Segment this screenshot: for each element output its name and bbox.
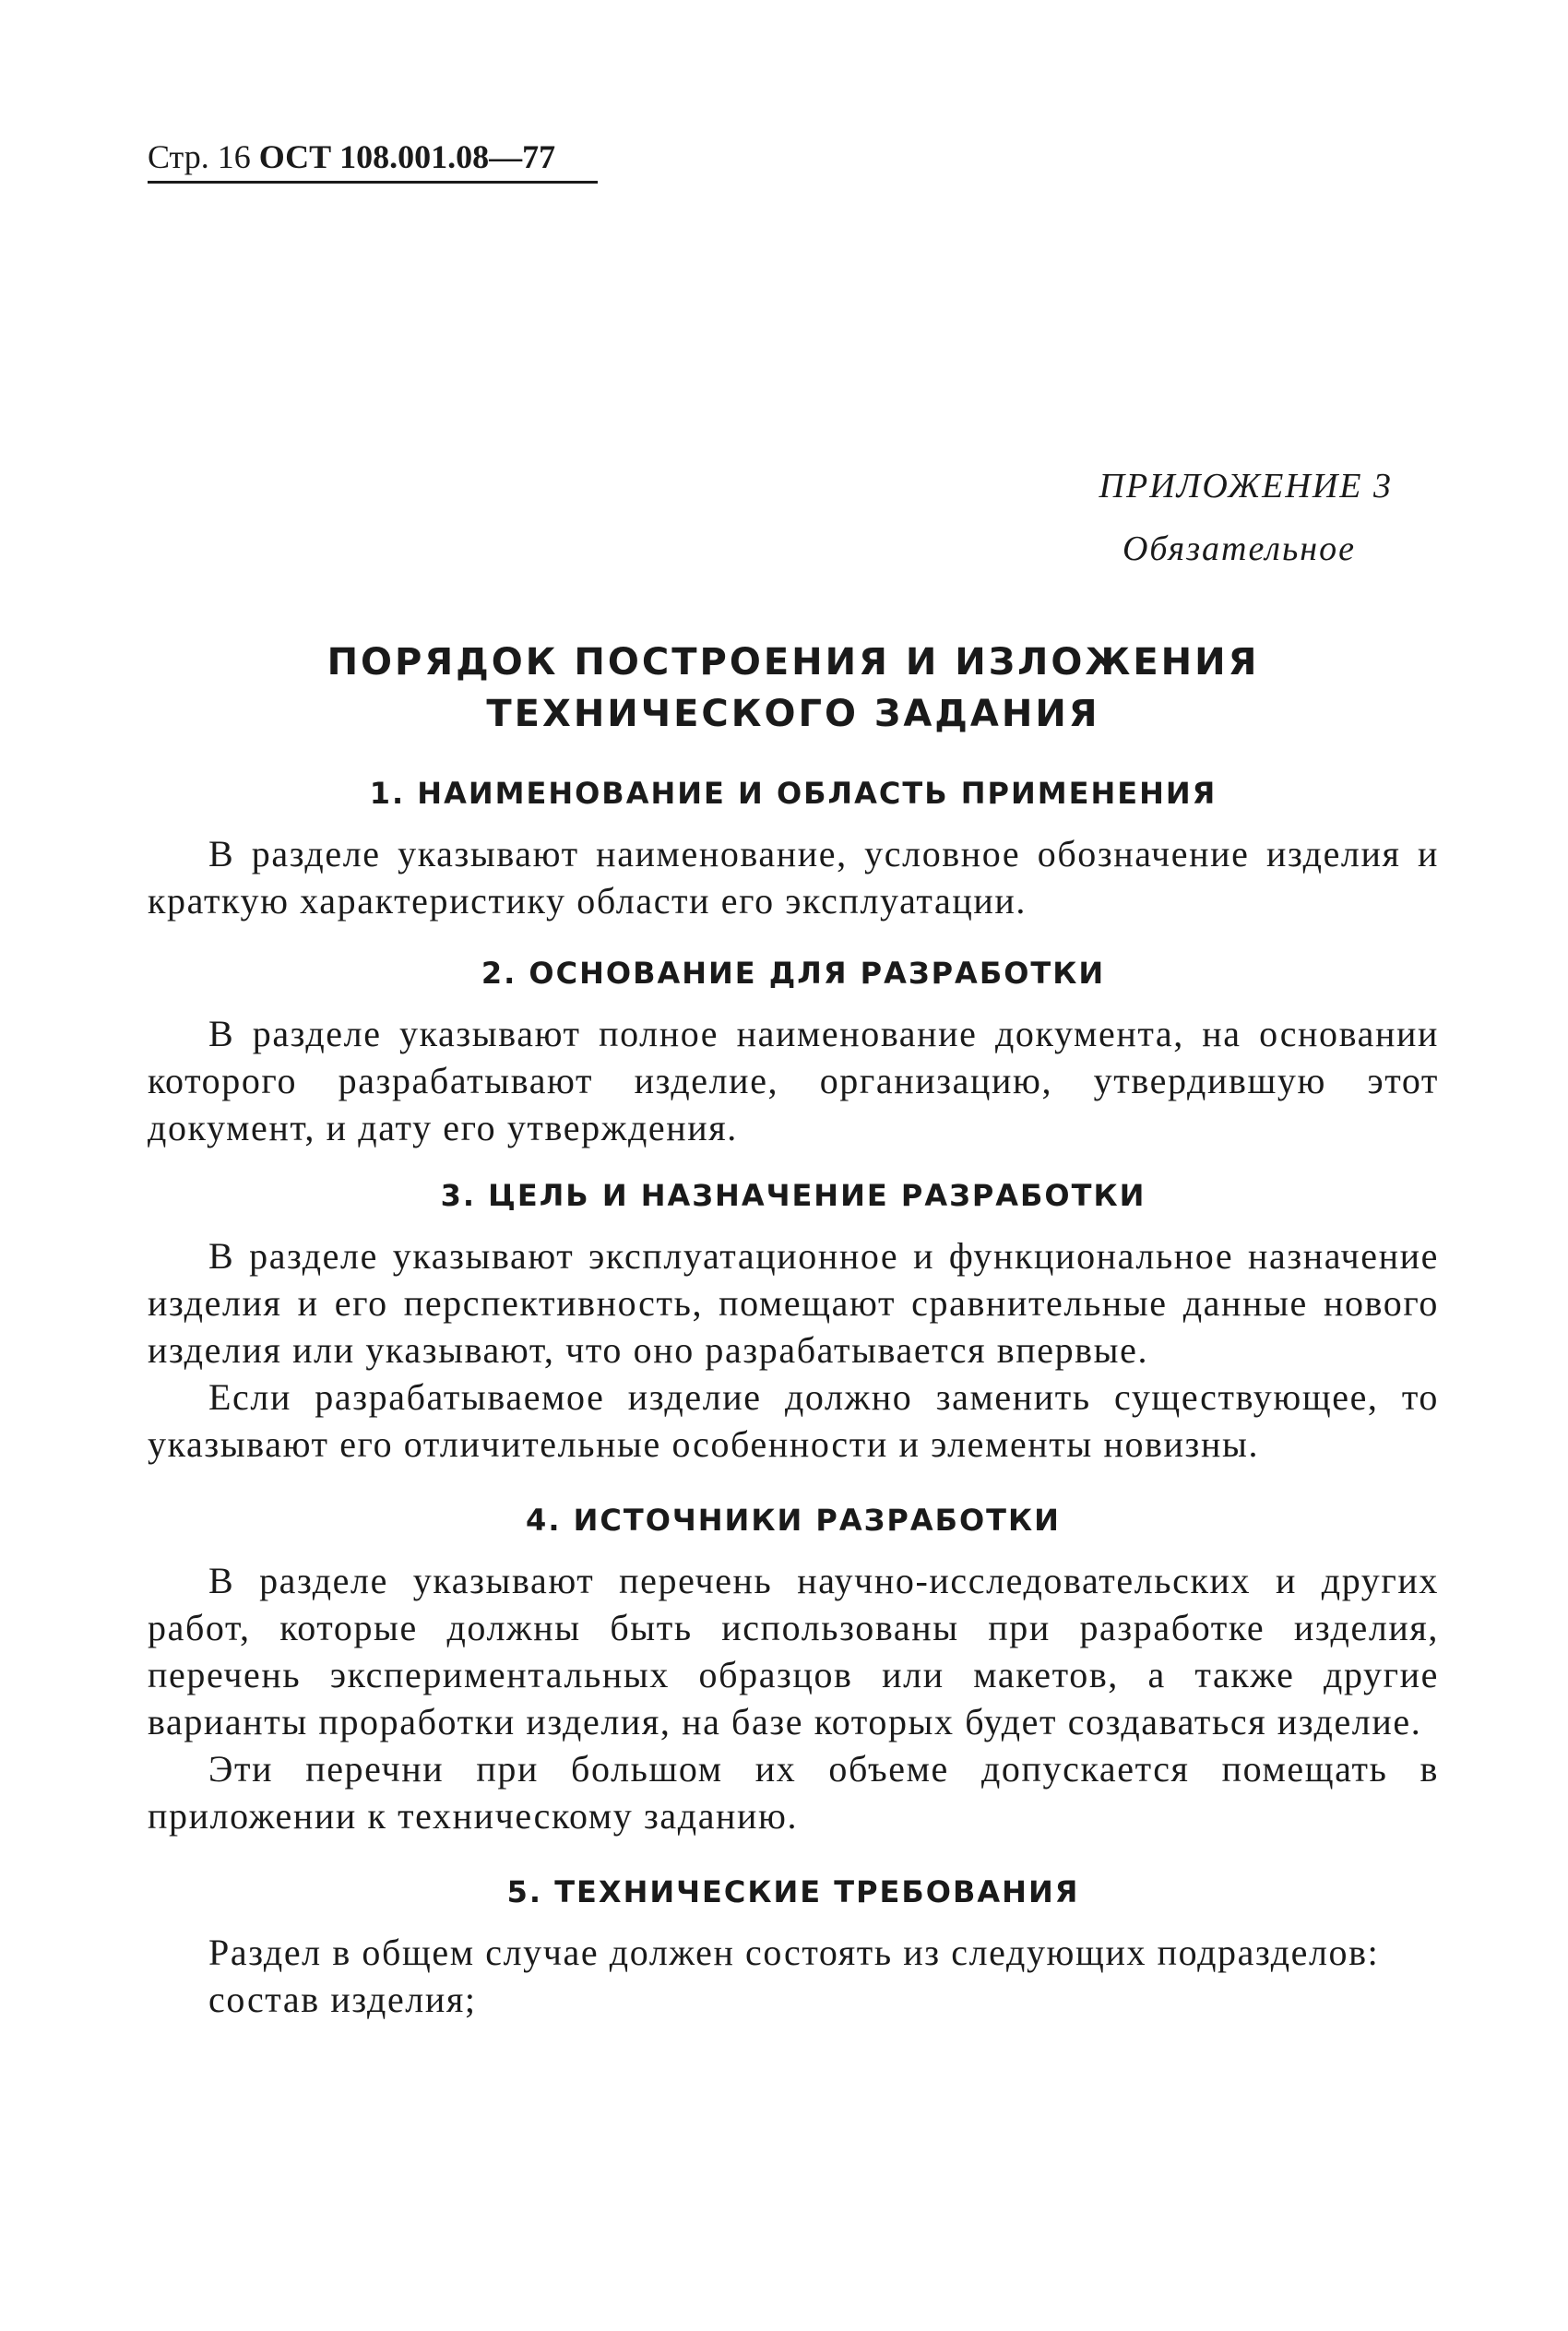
document-body bbox=[148, 775, 1439, 2023]
standard-code: ОСТ 108.001.08—77 bbox=[258, 138, 556, 175]
section-5 bbox=[148, 1873, 1439, 2023]
section-2 bbox=[148, 955, 1439, 1151]
section-3 bbox=[148, 1177, 1439, 1468]
section-paragraph: В разделе указывают наименование, условное обозначение изделия и краткую характеристику области его эксплуатации. bbox=[148, 833, 1439, 922]
title-line-1: ПОРЯДОК ПОСТРОЕНИЯ И ИЗЛОЖЕНИЯ bbox=[327, 641, 1260, 684]
section-1 bbox=[148, 775, 1439, 924]
section-paragraph: Если разрабатываемое изделие должно заменить существующее, то указывают его отличительные особенности и элементы новизны. bbox=[148, 1376, 1439, 1465]
section-heading: 4. ИСТОЧНИКИ РАЗРАБОТКИ bbox=[526, 1503, 1061, 1538]
section-heading: 2. ОСНОВАНИЕ ДЛЯ РАЗРАБОТКИ bbox=[481, 956, 1106, 991]
section-paragraph: Эти перечни при большом их объеме допускается помещать в приложении к техническому заданию. bbox=[148, 1748, 1439, 1837]
page-header bbox=[148, 137, 598, 184]
section-paragraph: В разделе указывают эксплуатационное и функциональное назначение изделия и его перспективность, помещают сравнительные данные нового изделия или указывают, что оно разрабатывается впервые. bbox=[148, 1235, 1439, 1371]
list-item: состав изделия; bbox=[208, 1979, 477, 2020]
section-paragraph: В разделе указывают перечень научно-исследовательских и других работ, которые должны быть использованы при разработке изделия, перечень экспериментальных образцов или макетов, а также другие варианты проработки изделия, на базе которых будет создаваться изделие. bbox=[148, 1560, 1439, 1742]
section-heading: 1. НАИМЕНОВАНИЕ И ОБЛАСТЬ ПРИМЕНЕНИЯ bbox=[369, 776, 1218, 811]
section-paragraph: Раздел в общем случае должен состоять из следующих подразделов: bbox=[208, 1932, 1380, 1973]
document-title bbox=[148, 636, 1439, 740]
section-paragraph: В разделе указывают полное наименование документа, на основании которого разрабатывают изделие, организацию, утвердившую этот документ, и дату его утверждения. bbox=[148, 1013, 1439, 1148]
page-number: Стр. 16 bbox=[148, 138, 251, 175]
appendix-status: Обязательное bbox=[1122, 529, 1356, 568]
appendix-label: ПРИЛОЖЕНИЕ 3 bbox=[1099, 467, 1393, 505]
section-heading: 3. ЦЕЛЬ И НАЗНАЧЕНИЕ РАЗРАБОТКИ bbox=[440, 1178, 1146, 1213]
title-line-2: ТЕХНИЧЕСКОГО ЗАДАНИЯ bbox=[486, 693, 1100, 735]
section-heading: 5. ТЕХНИЧЕСКИЕ ТРЕБОВАНИЯ bbox=[506, 1874, 1080, 1909]
section-4 bbox=[148, 1502, 1439, 1839]
appendix-block bbox=[1099, 466, 1393, 568]
